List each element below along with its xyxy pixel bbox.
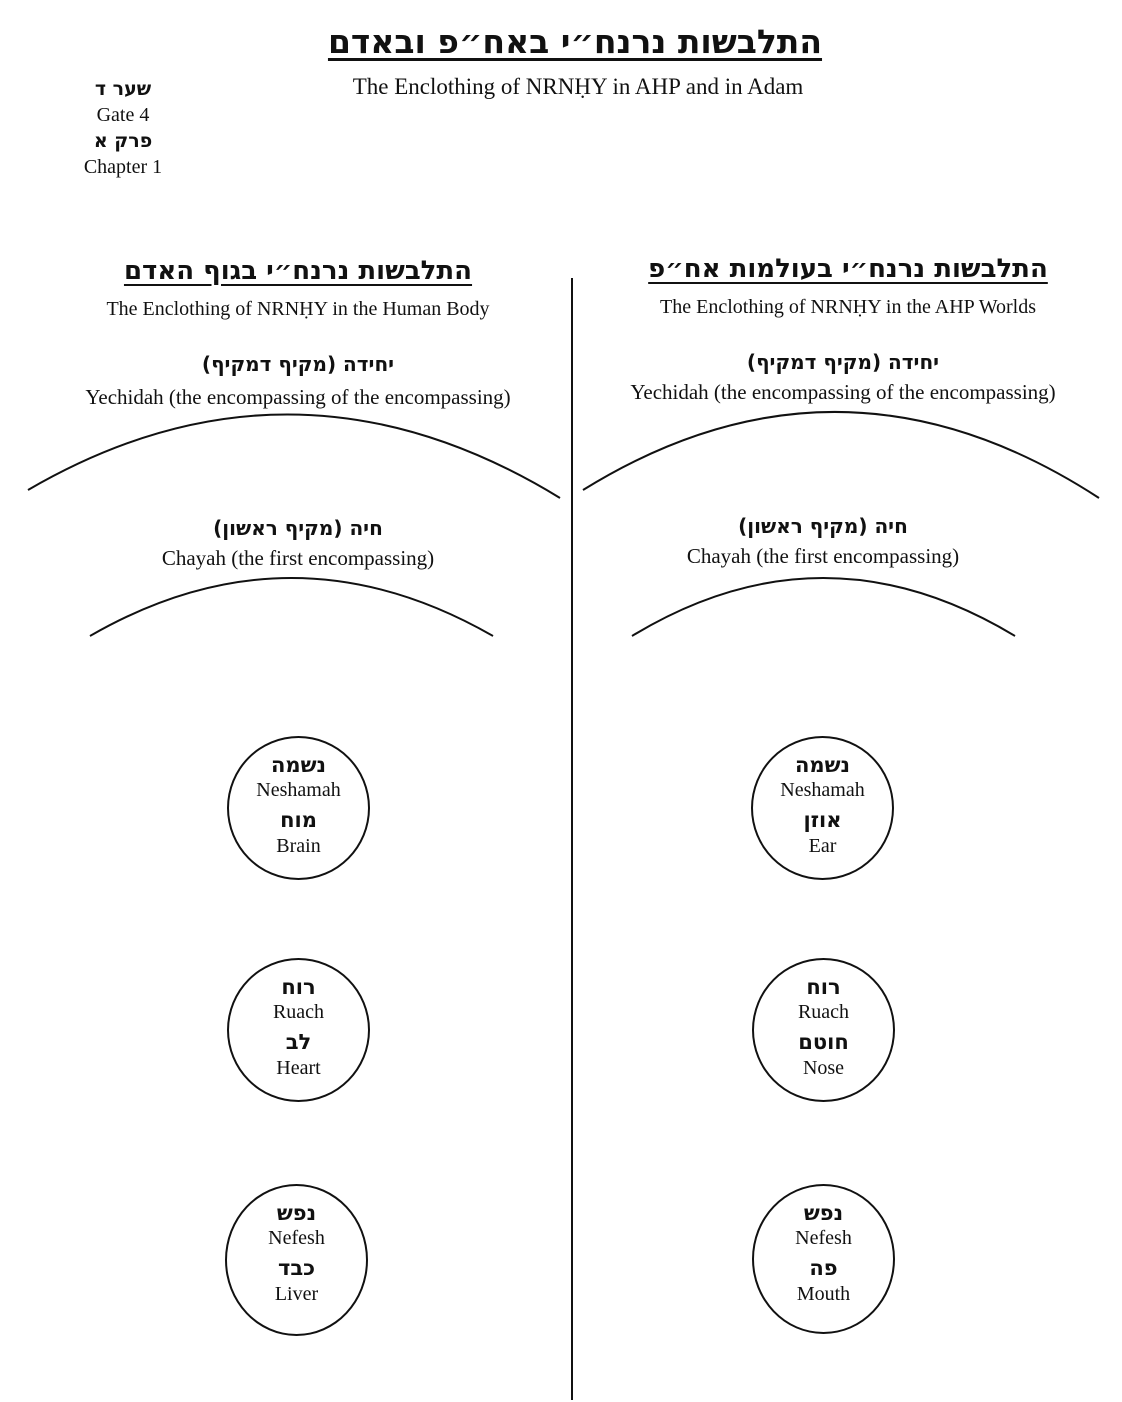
right-yechidah-hebrew: יחידה (מקיף דמקיף) — [746, 350, 940, 374]
right-yechidah-arc — [583, 412, 1099, 498]
chapter-english: Chapter 1 — [83, 156, 163, 178]
left-nefesh-circle — [225, 1184, 368, 1336]
chapter-hebrew: פרק א — [93, 130, 153, 152]
organ-english: Brain — [276, 835, 321, 857]
right-yechidah-english: Yechidah (the encompassing of the encompassing) — [630, 380, 1056, 404]
soul-hebrew: נשמה — [794, 753, 851, 777]
right-nefesh-circle — [752, 1184, 895, 1334]
gate-english: Gate 4 — [96, 104, 150, 126]
organ-english: Liver — [274, 1283, 319, 1305]
right-chayah-hebrew: חיה (מקיף ראשון) — [738, 514, 908, 538]
organ-hebrew: חוטם — [798, 1030, 849, 1054]
organ-hebrew: מוח — [280, 808, 317, 832]
organ-english: Mouth — [796, 1283, 851, 1305]
left-yechidah-hebrew: יחידה (מקיף דמקיף) — [201, 352, 395, 376]
right-neshamah-circle — [751, 736, 894, 880]
left-chayah-english: Chayah (the first encompassing) — [161, 546, 435, 570]
organ-hebrew: פה — [809, 1256, 838, 1280]
soul-hebrew: נפש — [803, 1201, 844, 1225]
organ-hebrew: כבד — [277, 1256, 316, 1280]
organ-english: Nose — [802, 1057, 845, 1079]
gate-hebrew: שער ד — [94, 78, 152, 100]
soul-hebrew: נפש — [276, 1201, 317, 1225]
right-chayah-english: Chayah (the first encompassing) — [686, 544, 960, 568]
page-title-hebrew: התלבשות נרנח״י באח״פ ובאדם — [327, 22, 823, 61]
left-column-title-english: The Enclothing of NRNḤY in the Human Body — [106, 298, 490, 320]
organ-hebrew: אוזן — [803, 808, 842, 832]
left-ruach-circle — [227, 958, 370, 1102]
soul-hebrew: רוח — [281, 975, 316, 999]
soul-english: Ruach — [272, 1001, 325, 1023]
left-yechidah-arc — [28, 414, 560, 498]
left-yechidah-english: Yechidah (the encompassing of the encompassing) — [85, 385, 511, 409]
soul-english: Nefesh — [795, 1227, 852, 1249]
page-title-english: The Enclothing of NRNḤY in AHP and in Adam — [352, 74, 804, 99]
gate-chapter-reference — [60, 76, 186, 180]
soul-english: Nefesh — [268, 1227, 325, 1249]
right-ruach-circle — [752, 958, 895, 1102]
organ-hebrew: לב — [285, 1030, 312, 1054]
soul-english: Ruach — [797, 1001, 850, 1023]
right-column-title-hebrew: התלבשות נרנח״י בעולמות אח״פ — [648, 254, 1048, 284]
organ-english: Heart — [276, 1057, 321, 1079]
left-column-title-hebrew: התלבשות נרנח״י בגוף האדם — [123, 256, 473, 286]
left-neshamah-circle — [227, 736, 370, 880]
right-chayah-arc — [632, 578, 1015, 636]
soul-english: Neshamah — [256, 779, 341, 801]
organ-english: Ear — [808, 835, 837, 857]
soul-hebrew: נשמה — [270, 753, 327, 777]
soul-english: Neshamah — [780, 779, 865, 801]
left-chayah-hebrew: חיה (מקיף ראשון) — [213, 516, 383, 540]
soul-hebrew: רוח — [806, 975, 841, 999]
right-column-title-english: The Enclothing of NRNḤY in the AHP Worlds — [660, 296, 1036, 318]
left-chayah-arc — [90, 578, 493, 636]
